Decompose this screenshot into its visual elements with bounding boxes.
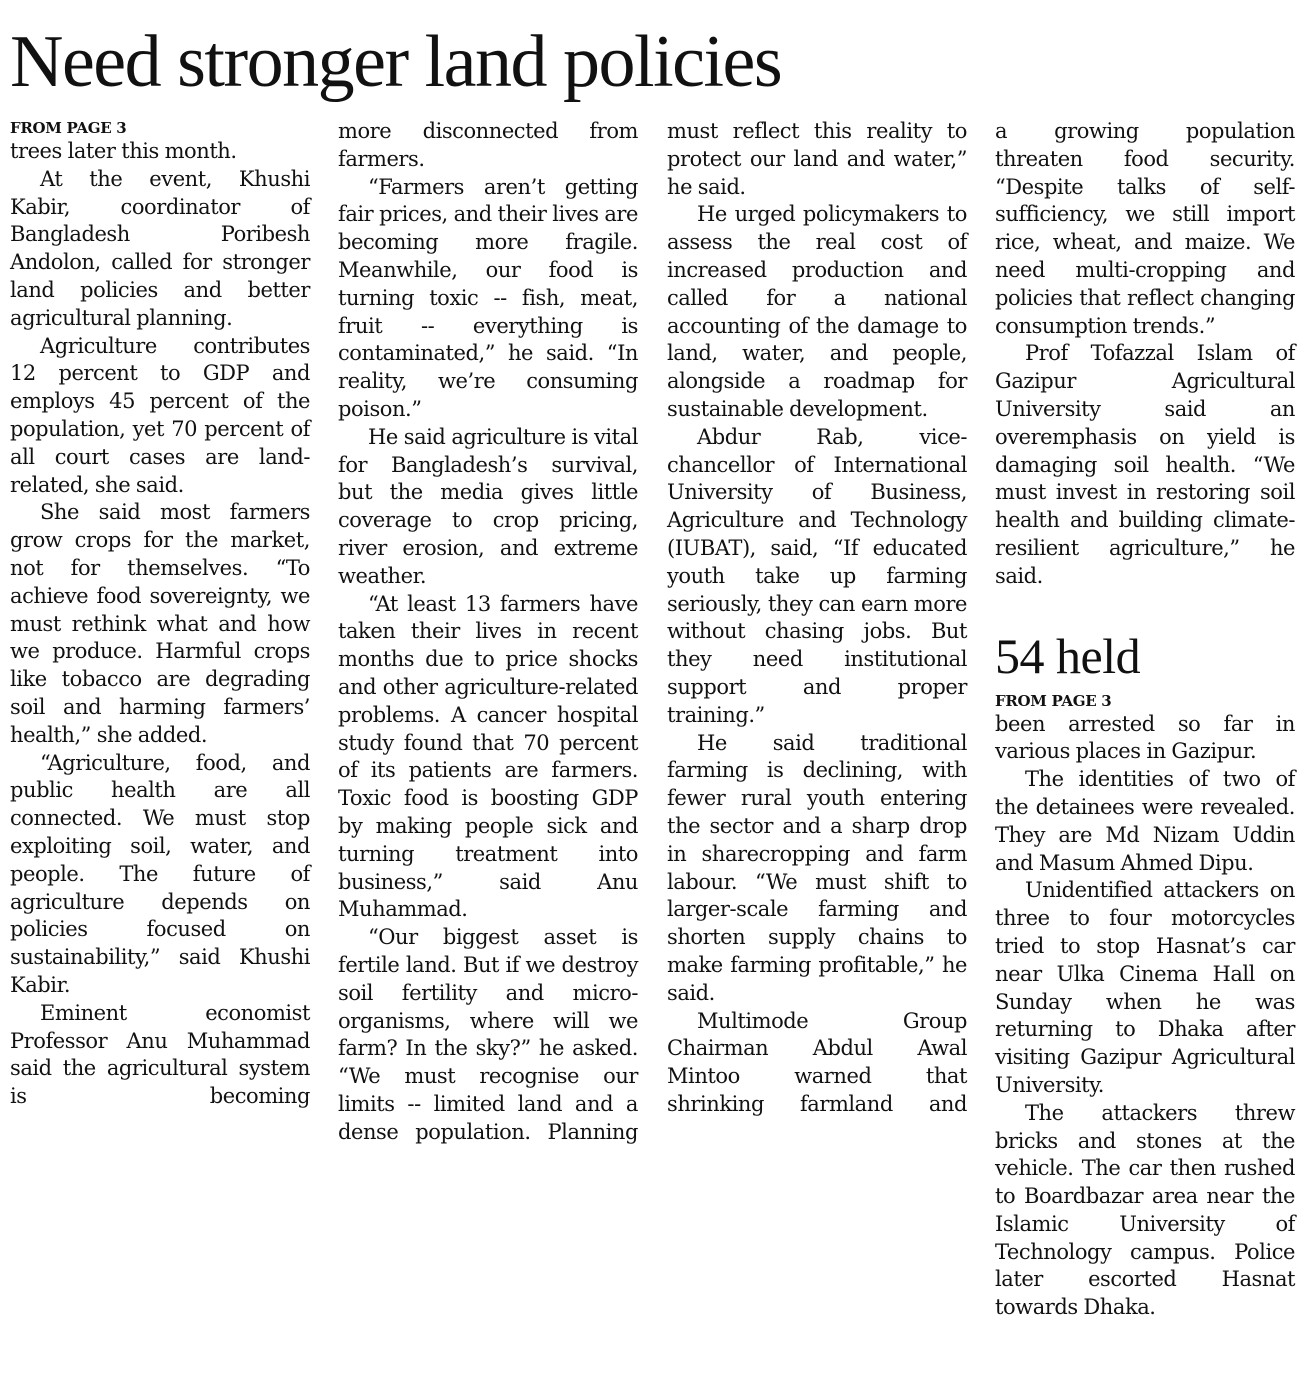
paragraph: Multimode Group Chairman Abdul Awal Mintoo warned that shrinking farmland and xyxy=(667,1008,967,1116)
paragraph: trees later this month. xyxy=(10,139,237,163)
paragraph: Unidentified attackers on three to four motorcycles tried to stop Hasnat’s car near Ulka Cinema Hall on Sunday when he was returning to Dhaka after visiting Gazipur Agricultural University. xyxy=(995,878,1295,1097)
paragraph: The identities of two of the detainees were revealed. They are Md Nizam Uddin and Masum Ahmed Dipu. xyxy=(995,767,1295,875)
paragraph: Agriculture contributes 12 percent to GDP and employs 45 percent of the population, yet 70 percent of all court cases are land-related, she said. xyxy=(10,333,310,497)
column-2 xyxy=(338,118,638,1146)
column-3 xyxy=(667,118,967,1119)
paragraph: a growing population threaten food security. “Despite talks of self-sufficiency, we still import rice, wheat, and maize. We need multi-cropping and policies that reflect changing consumption trends.” xyxy=(995,119,1295,338)
paragraph: She said most farmers grow crops for the market, not for themselves. “To achieve food sovereignty, we must rethink what and how we produce. Harmful crops like tobacco are degrading soil and harming farmers’ health,” she added. xyxy=(10,500,310,747)
paragraph: At the event, Khushi Kabir, coordinator of Bangladesh Poribesh Andolon, called for stronger land policies and better agricultural planning. xyxy=(10,166,310,330)
paragraph: “At least 13 farmers have taken their lives in recent months due to price shocks and other agriculture-related problems. A cancer hospital study found that 70 percent of its patients are farmers. Toxic food is boosting GDP by making people sick and turning treatment into business,” said Anu Muhammad. xyxy=(338,591,638,922)
paragraph: Eminent economist Professor Anu Muhammad said the agricultural system is becoming xyxy=(10,1000,310,1109)
paragraph: Prof Tofazzal Islam of Gazipur Agricultural University said an overemphasis on yield is damaging soil health. “We must invest in restoring soil health and building climate-resilient agriculture,” he said. xyxy=(995,341,1295,588)
jump-line: FROM PAGE 3 xyxy=(10,119,127,137)
column-1 xyxy=(10,118,310,1111)
headline: Need stronger land policies xyxy=(10,21,782,103)
paragraph: The attackers threw bricks and stones at the vehicle. The car then rushed to Boardbazar area near the Islamic University of Technology campus. Police later escorted Hasnat towards Dhaka. xyxy=(995,1100,1295,1320)
second-headline: 54 held xyxy=(995,627,1141,684)
paragraph: He said traditional farming is declining, with fewer rural youth entering the sector and a sharp drop in sharecropping and farm labour. “We must shift to larger-scale farming and shorten supply chains to make farming profitable,” he said. xyxy=(667,730,967,1005)
paragraph: “Farmers aren’t getting fair prices, and their lives are becoming more fragile. Meanwhile, our food is turning toxic -- fish, meat, fruit -- everything is contaminated,” he said. “In reality, we’re consuming poison.” xyxy=(338,174,638,421)
jump-line: FROM PAGE 3 xyxy=(995,691,1112,710)
paragraph: “Agriculture, food, and public health are all connected. We must stop exploiting soil, water, and people. The future of agriculture depends on policies focused on sustainability,” said Khushi Kabir. xyxy=(10,750,310,997)
column-4 xyxy=(995,118,1295,1322)
paragraph: “Our biggest asset is fertile land. But if we destroy soil fertility and micro-organisms, where will we farm? In the sky?” he asked. “We must recognise our limits -- limited land and a dense population. Planning xyxy=(338,925,638,1144)
paragraph: been arrested so far in various places in Gazipur. xyxy=(995,711,1295,764)
paragraph: Abdur Rab, vice-chancellor of International University of Business, Agriculture and Technology (IUBAT), said, “If educated youth take up farming seriously, they can earn more without chasing jobs. But they need institutional support and proper training.” xyxy=(667,424,967,727)
paragraph: He urged policymakers to assess the real cost of increased production and called for a national accounting of the damage to land, water, and people, alongside a roadmap for sustainable development. xyxy=(667,202,967,421)
paragraph: He said agriculture is vital for Bangladesh’s survival, but the media gives little coverage to crop pricing, river erosion, and extreme weather. xyxy=(338,424,638,588)
paragraph: more disconnected from farmers. xyxy=(338,119,638,171)
paragraph: must reflect this reality to protect our land and water,” he said. xyxy=(667,119,967,199)
